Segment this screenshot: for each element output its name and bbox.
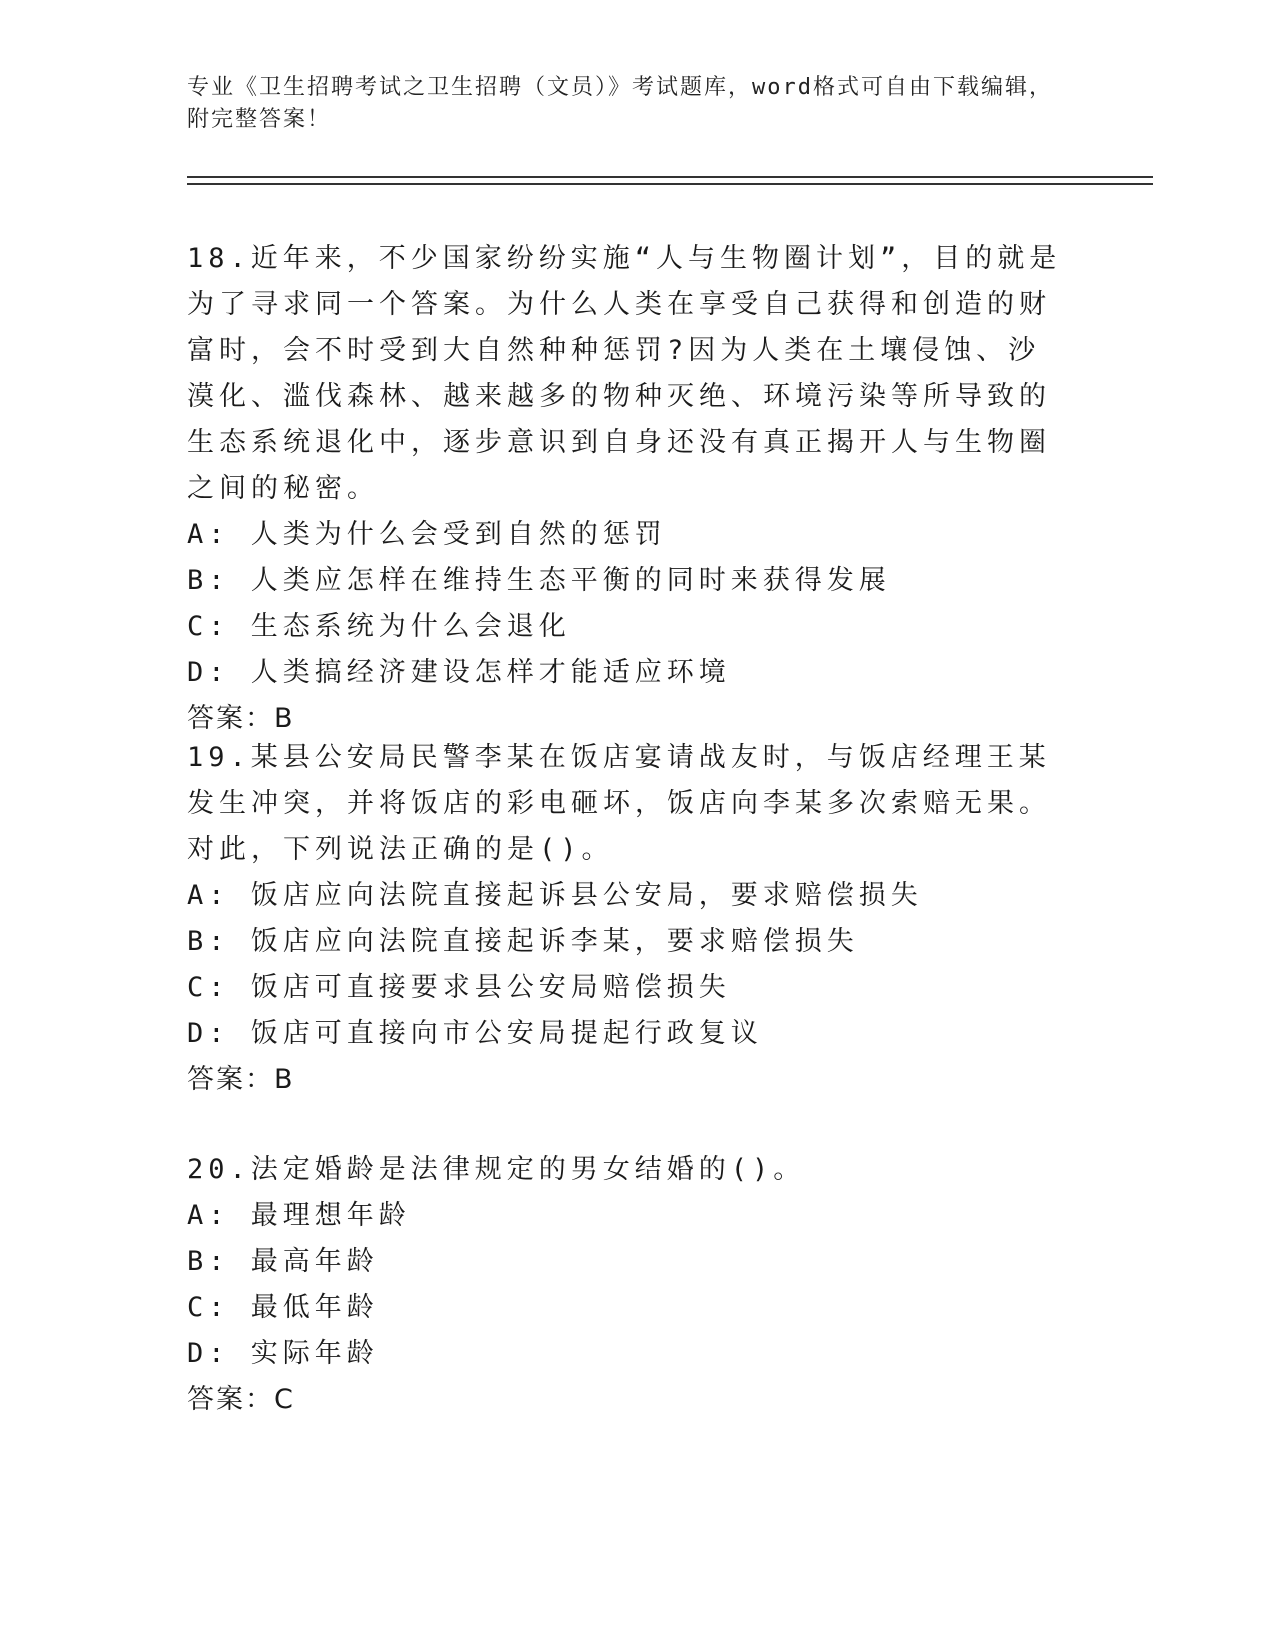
- answer-line: [187, 1057, 1067, 1103]
- answer-value: B: [274, 1064, 294, 1095]
- question-number: 18.: [187, 243, 251, 274]
- option-d: D: 人类搞经济建设怎样才能适应环境: [187, 657, 731, 688]
- option-c: C: 生态系统为什么会退化: [187, 611, 571, 642]
- option-d: D: 饭店可直接向市公安局提起行政复议: [187, 1018, 763, 1049]
- question-20: [187, 1147, 1067, 1423]
- document-header: 专业《卫生招聘考试之卫生招聘（文员）》考试题库，word格式可自由下载编辑，附完整答案！: [187, 75, 1053, 132]
- option-c: C: 饭店可直接要求县公安局赔偿损失: [187, 972, 731, 1003]
- question-19: [187, 735, 1067, 1103]
- option-a: A: 人类为什么会受到自然的惩罚: [187, 519, 667, 550]
- question-stem: [187, 1147, 1067, 1193]
- question-number: 20.: [187, 1154, 251, 1185]
- option-a: A: 饭店应向法院直接起诉县公安局，要求赔偿损失: [187, 880, 923, 911]
- question-text: 法定婚龄是法律规定的男女结婚的()。: [250, 1154, 806, 1185]
- answer-value: B: [274, 703, 294, 734]
- option-b: B: 最高年龄: [187, 1246, 379, 1277]
- answer-line: [187, 1377, 1067, 1423]
- question-text: 某县公安局民警李某在饭店宴请战友时，与饭店经理王某发生冲突，并将饭店的彩电砸坏，饭店向李某多次索赔无果。对此，下列说法正确的是()。: [187, 742, 1051, 865]
- answer-value: C: [274, 1384, 294, 1415]
- option-c: C: 最低年龄: [187, 1292, 379, 1323]
- answer-label: 答案：: [187, 1384, 274, 1415]
- option-b: B: 饭店应向法院直接起诉李某，要求赔偿损失: [187, 926, 859, 957]
- header-divider-bottom: [187, 183, 1153, 185]
- option-d: D: 实际年龄: [187, 1338, 379, 1369]
- question-stem: [187, 735, 1067, 873]
- question-number: 19.: [187, 742, 251, 773]
- header-divider-top: [187, 176, 1153, 178]
- answer-label: 答案：: [187, 1064, 274, 1095]
- question-18: [187, 236, 1067, 742]
- option-a: A: 最理想年龄: [187, 1200, 411, 1231]
- question-stem: [187, 236, 1067, 512]
- option-b: B: 人类应怎样在维持生态平衡的同时来获得发展: [187, 565, 891, 596]
- question-text: 近年来，不少国家纷纷实施“人与生物圈计划”，目的就是为了寻求同一个答案。为什么人类在享受自己获得和创造的财富时，会不时受到大自然种种惩罚?因为人类在土壤侵蚀、沙漠化、滥伐森林、越来越多的物种灭绝、环境污染等所导致的生态系统退化中，逐步意识到自身还没有真正揭开人与生物圈之间的秘密。: [187, 243, 1062, 504]
- answer-label: 答案：: [187, 703, 274, 734]
